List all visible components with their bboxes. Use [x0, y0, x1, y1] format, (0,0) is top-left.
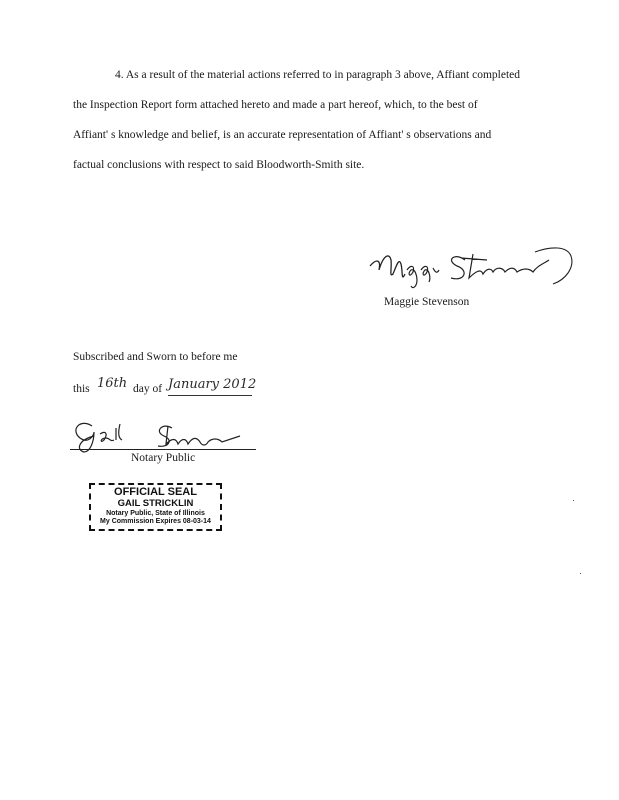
scan-speck	[573, 500, 574, 501]
paragraph-line: 4. As a result of the material actions referred to in paragraph 3 above, Affiant completed	[115, 69, 521, 81]
official-seal-stamp	[89, 483, 222, 531]
seal-state: Notary Public, State of Illinois	[106, 509, 205, 517]
paragraph-line: the Inspection Report form attached hereto and made a part hereof, which, to the best of	[73, 99, 478, 111]
jurat-date-line	[73, 383, 90, 395]
paragraph-line: factual conclusions with respect to said Bloodworth-Smith site.	[73, 159, 365, 171]
seal-notary-name: GAIL STRICKLIN	[117, 498, 194, 509]
affiant-signature	[365, 238, 575, 298]
scan-speck	[580, 573, 581, 574]
subscribed-sworn-line: Subscribed and Sworn to before me	[73, 351, 238, 363]
notary-signature	[64, 414, 264, 454]
handwritten-month-year: January 2012	[168, 377, 257, 392]
affiant-printed-name: Maggie Stevenson	[384, 296, 470, 308]
date-underline	[168, 395, 252, 396]
notary-signature-line	[70, 449, 256, 450]
paragraph-4	[73, 60, 573, 180]
day-of-text: day of	[133, 383, 163, 395]
this-text: this	[73, 383, 90, 395]
paragraph-line: Affiant' s knowledge and belief, is an accurate representation of Affiant' s observations and	[73, 129, 492, 141]
handwritten-day: 16th	[97, 376, 128, 391]
notary-public-label: Notary Public	[131, 452, 196, 464]
seal-expiration: My Commission Expires 08-03-14	[100, 517, 211, 525]
seal-title: OFFICIAL SEAL	[114, 486, 197, 498]
